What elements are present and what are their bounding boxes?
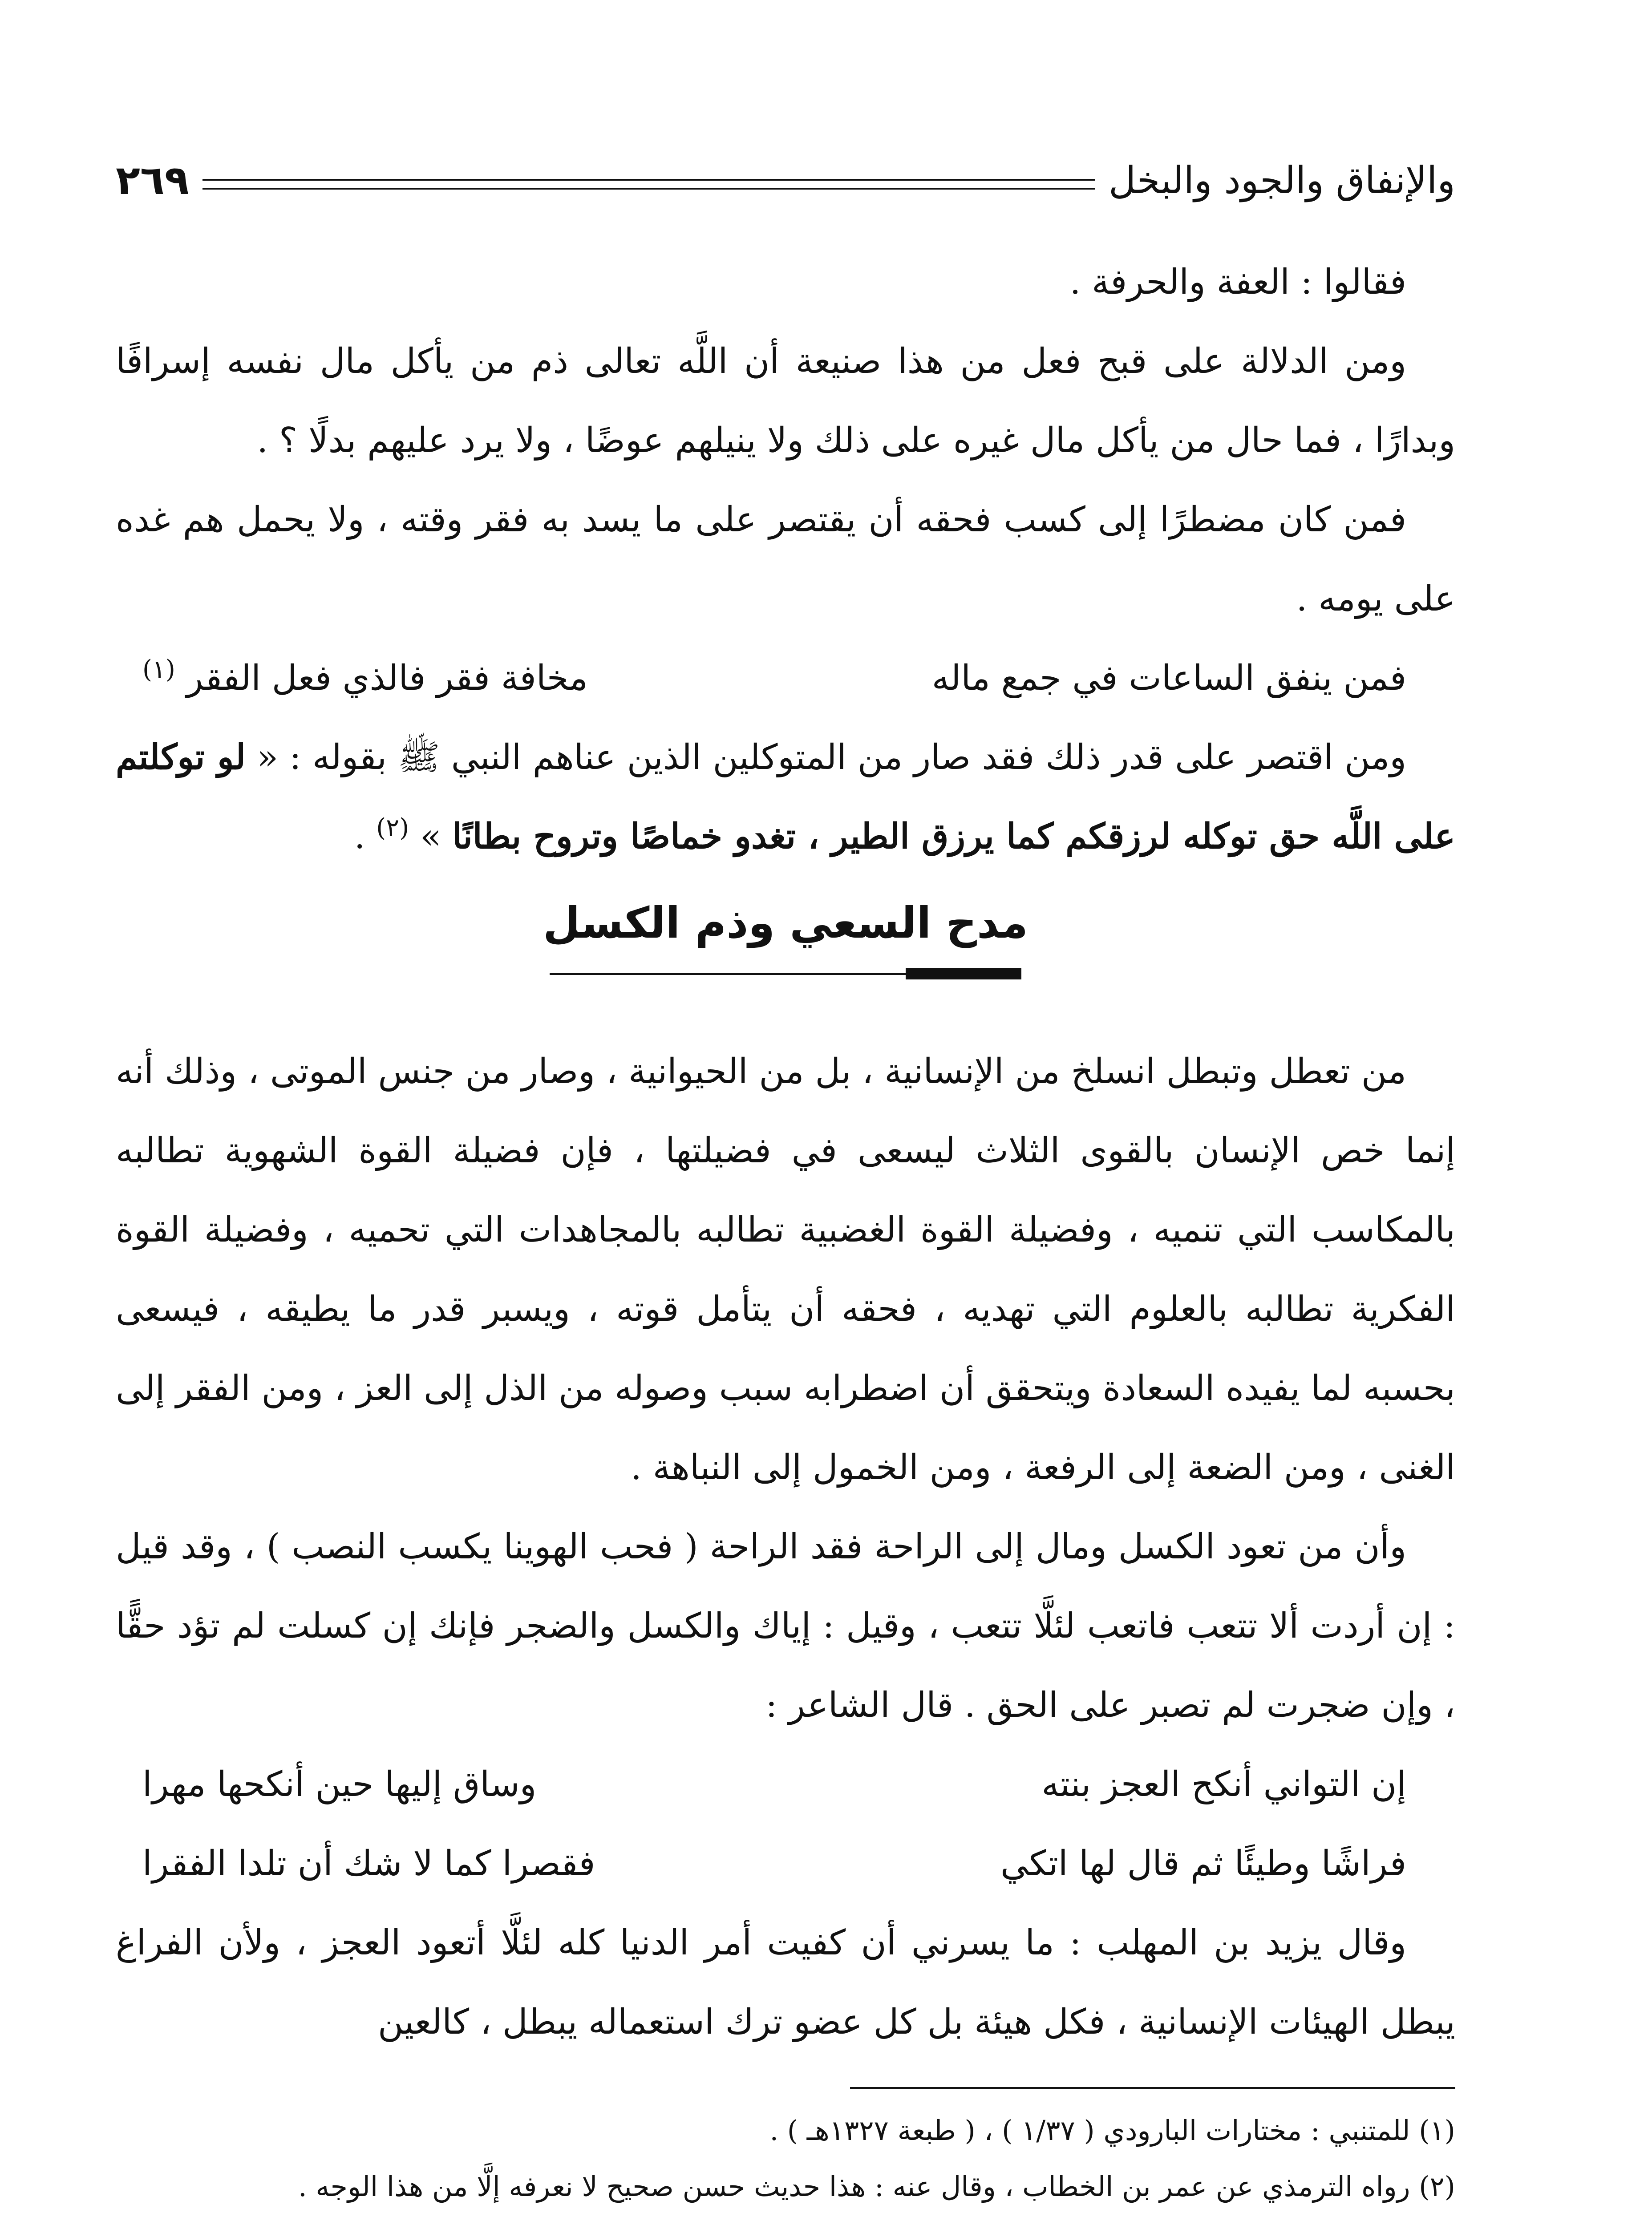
paragraph (116, 718, 1455, 876)
verse-line (116, 639, 1455, 718)
footnote: (١) للمتنبي : مختارات البارودي ( ١/٣٧ ) ، ( طبعة ١٣٢٧هـ ) . (769, 2114, 1455, 2147)
verse-second-text: مخافة فقر فالذي فعل الفقر (186, 658, 588, 698)
verse-first-hemistich: فمن ينفق الساعات في جمع ماله (931, 658, 1406, 698)
paragraph-end: . (354, 817, 365, 857)
verse-first-hemistich: فراشًا وطيئًا ثم قال لها اتكي (1000, 1844, 1406, 1884)
book-page (116, 147, 1455, 2225)
heading-ornament (550, 965, 1021, 992)
footnote-marker: (١) (142, 655, 175, 684)
verse-line (116, 1745, 1455, 1824)
paragraph: فمن كان مضطرًا إلى كسب فحقه أن يقتصر على ما يسد به فقر وقته ، ولا يحمل هم غده على يومه . (116, 500, 1455, 619)
running-header (116, 147, 1455, 214)
footnote-marker: (٢) (376, 813, 409, 842)
footnote (116, 2215, 1455, 2225)
ornament-thick-bar (906, 968, 1021, 979)
main-text (116, 243, 1455, 2062)
paragraph: وقال يزيد بن المهلب : ما يسرني أن كفيت أمر الدنيا كله لئلَّا أتعود العجز ، ولأن الفراغ يبطل الهيئات الإنسانية ، فكل هيئة بل كل عضو ترك استعماله يبطل ، كالعين (116, 1923, 1455, 2042)
page-number: ٢٦٩ (116, 157, 189, 204)
verse-second-hemistich (142, 639, 588, 718)
verse-second-hemistich: فقصرا كما لا شك أن تلدا الفقرا (142, 1844, 595, 1884)
hadith-intro: ومن اقتصر على قدر ذلك فقد صار من المتوكلين الذين عناهم النبي ﷺ بقوله : « (257, 737, 1407, 777)
paragraph: فقالوا : العفة والحرفة . (1069, 262, 1406, 302)
quote-close: » (420, 817, 441, 857)
footnote: (٢) رواه الترمذي عن عمر بن الخطاب ، وقال عنه : هذا حديث حسن صحيح لا نعرفه إلَّا من هذا الوجه . (298, 2170, 1455, 2203)
section-heading: مدح السعي وذم الكسل (543, 898, 1028, 948)
verse-first-hemistich: إن التواني أنكح العجز بنته (1041, 1764, 1406, 1804)
paragraph: وأن من تعود الكسل ومال إلى الراحة فقد الراحة ( فحب الهوينا يكسب النصب ) ، وقد قيل : إن أردت ألا تتعب فاتعب لئلَّا تتعب ، وقيل : إياك والكسل والضجر فإنك إن كسلت لم تؤد حقًّا ، وإن ضجرت لم تصبر على الحق . قال الشاعر : (116, 1527, 1455, 1725)
chapter-title: والإنفاق والجود والبخل (1108, 158, 1455, 202)
paragraph: من تعطل وتبطل انسلخ من الإنسانية ، بل من الحيوانية ، وصار من جنس الموتى ، وذلك أنه إنما خص الإنسان بالقوى الثلاث ليسعى في فضيلتها ، فإن فضيلة القوة الشهوية تطالبه بالمكاسب التي تنميه ، وفضيلة القوة الغضبية تطالبه بالمجاهدات التي تحميه ، وفضيلة القوة الفكرية تطالبه بالعلوم التي تهديه ، فحقه أن يتأمل قوته ، ويسبر قدر ما يطيقه ، فيسعى بحسبه لما يفيده السعادة ويتحقق أن اضطرابه سبب وصوله من الذل إلى العز ، ومن الفقر إلى الغنى ، ومن الضعة إلى الرفعة ، ومن الخمول إلى النباهة . (116, 1052, 1455, 1488)
header-rule (202, 179, 1095, 190)
footnote-separator (850, 2087, 1455, 2089)
verse-second-hemistich: وساق إليها حين أنكحها مهرا (142, 1764, 537, 1804)
hadith-quote: لو توكلتم على اللَّه حق توكله لرزقكم كما يرزق الطير ، تغدو خماصًا وتروح بطانًا (116, 737, 1455, 857)
paragraph: ومن الدلالة على قبح فعل من هذا صنيعة أن اللَّه تعالى ذم من يأكل مال نفسه إسرافًا وبدارًا ، فما حال من يأكل مال غيره على ذلك ولا ينيلهم عوضًا ، ولا يرد عليهم بدلًا ؟ . (116, 341, 1455, 461)
verse-line (116, 1824, 1455, 1903)
footnotes (116, 2087, 1455, 2225)
